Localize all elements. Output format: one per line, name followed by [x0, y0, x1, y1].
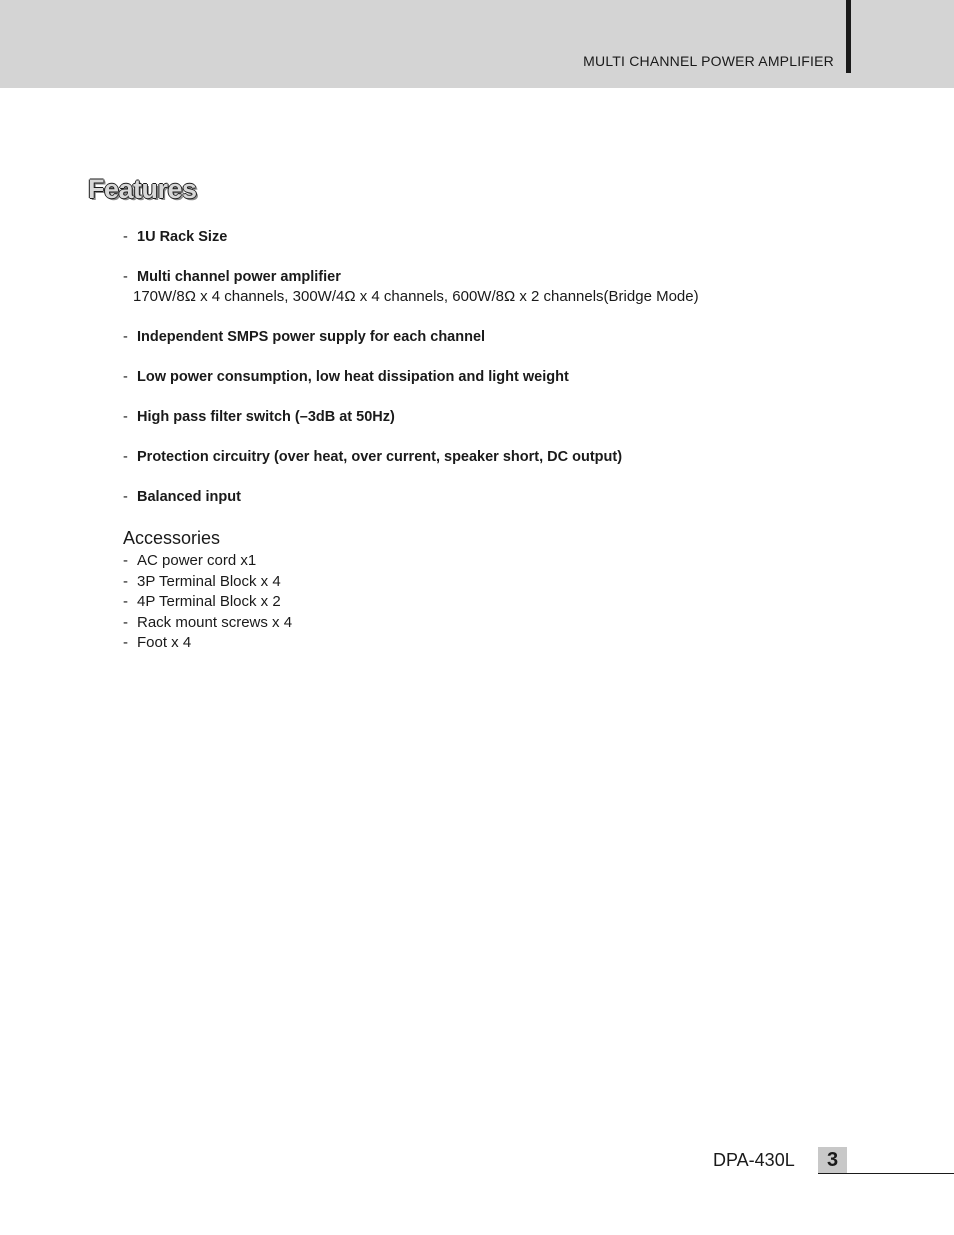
bullet-dash: -: [123, 552, 128, 569]
bullet-dash: -: [123, 229, 128, 245]
page-number: 3: [818, 1147, 847, 1174]
model-name: DPA-430L: [713, 1150, 795, 1170]
accessory-item: [123, 551, 292, 572]
header-band: [0, 0, 954, 88]
feature-title: High pass filter switch (–3dB at 50Hz): [137, 409, 395, 425]
feature-item: [123, 367, 883, 387]
feature-title: Protection circuitry (over heat, over current, speaker short, DC output): [137, 449, 623, 465]
accessory-item: [123, 592, 292, 613]
feature-detail: 170W/8Ω x 4 channels, 300W/4Ω x 4 channels, 600W/8Ω x 2 channels(Bridge Mode): [133, 288, 699, 305]
feature-item: [123, 267, 883, 307]
feature-item: [123, 407, 883, 427]
feature-item: [123, 227, 883, 247]
feature-title: Independent SMPS power supply for each channel: [137, 329, 486, 345]
bullet-dash: -: [123, 572, 128, 590]
header-rule: [846, 0, 851, 73]
bullet-dash: -: [123, 269, 128, 285]
bullet-dash: -: [123, 613, 128, 631]
accessories-heading: Accessories: [123, 528, 221, 548]
footer-rule: [818, 1173, 954, 1174]
bullet-dash: -: [123, 489, 128, 505]
feature-item: [123, 327, 883, 347]
feature-title: Multi channel power amplifier: [137, 269, 341, 285]
bullet-dash: -: [123, 593, 128, 610]
feature-item: [123, 487, 883, 507]
feature-title: Balanced input: [137, 489, 241, 505]
accessory-item: [123, 633, 292, 654]
features-list: [123, 227, 883, 527]
accessory-label: 4P Terminal Block x 2: [137, 593, 281, 610]
accessory-label: Foot x 4: [137, 634, 192, 651]
bullet-dash: -: [123, 369, 128, 385]
accessory-item: [123, 572, 292, 593]
feature-item: [123, 447, 883, 467]
accessory-label: 3P Terminal Block x 4: [137, 572, 281, 590]
accessory-label: Rack mount screws x 4: [137, 613, 293, 631]
feature-title: 1U Rack Size: [137, 229, 228, 245]
page-title: Features: [88, 174, 197, 204]
accessory-item: [123, 613, 292, 634]
header-title: MULTI CHANNEL POWER AMPLIFIER: [583, 53, 834, 69]
bullet-dash: -: [123, 329, 128, 345]
bullet-dash: -: [123, 409, 128, 425]
feature-title: Low power consumption, low heat dissipation and light weight: [137, 369, 569, 385]
bullet-dash: -: [123, 634, 128, 651]
accessories-list: [123, 551, 292, 654]
bullet-dash: -: [123, 449, 128, 465]
accessory-label: AC power cord x1: [137, 552, 257, 569]
